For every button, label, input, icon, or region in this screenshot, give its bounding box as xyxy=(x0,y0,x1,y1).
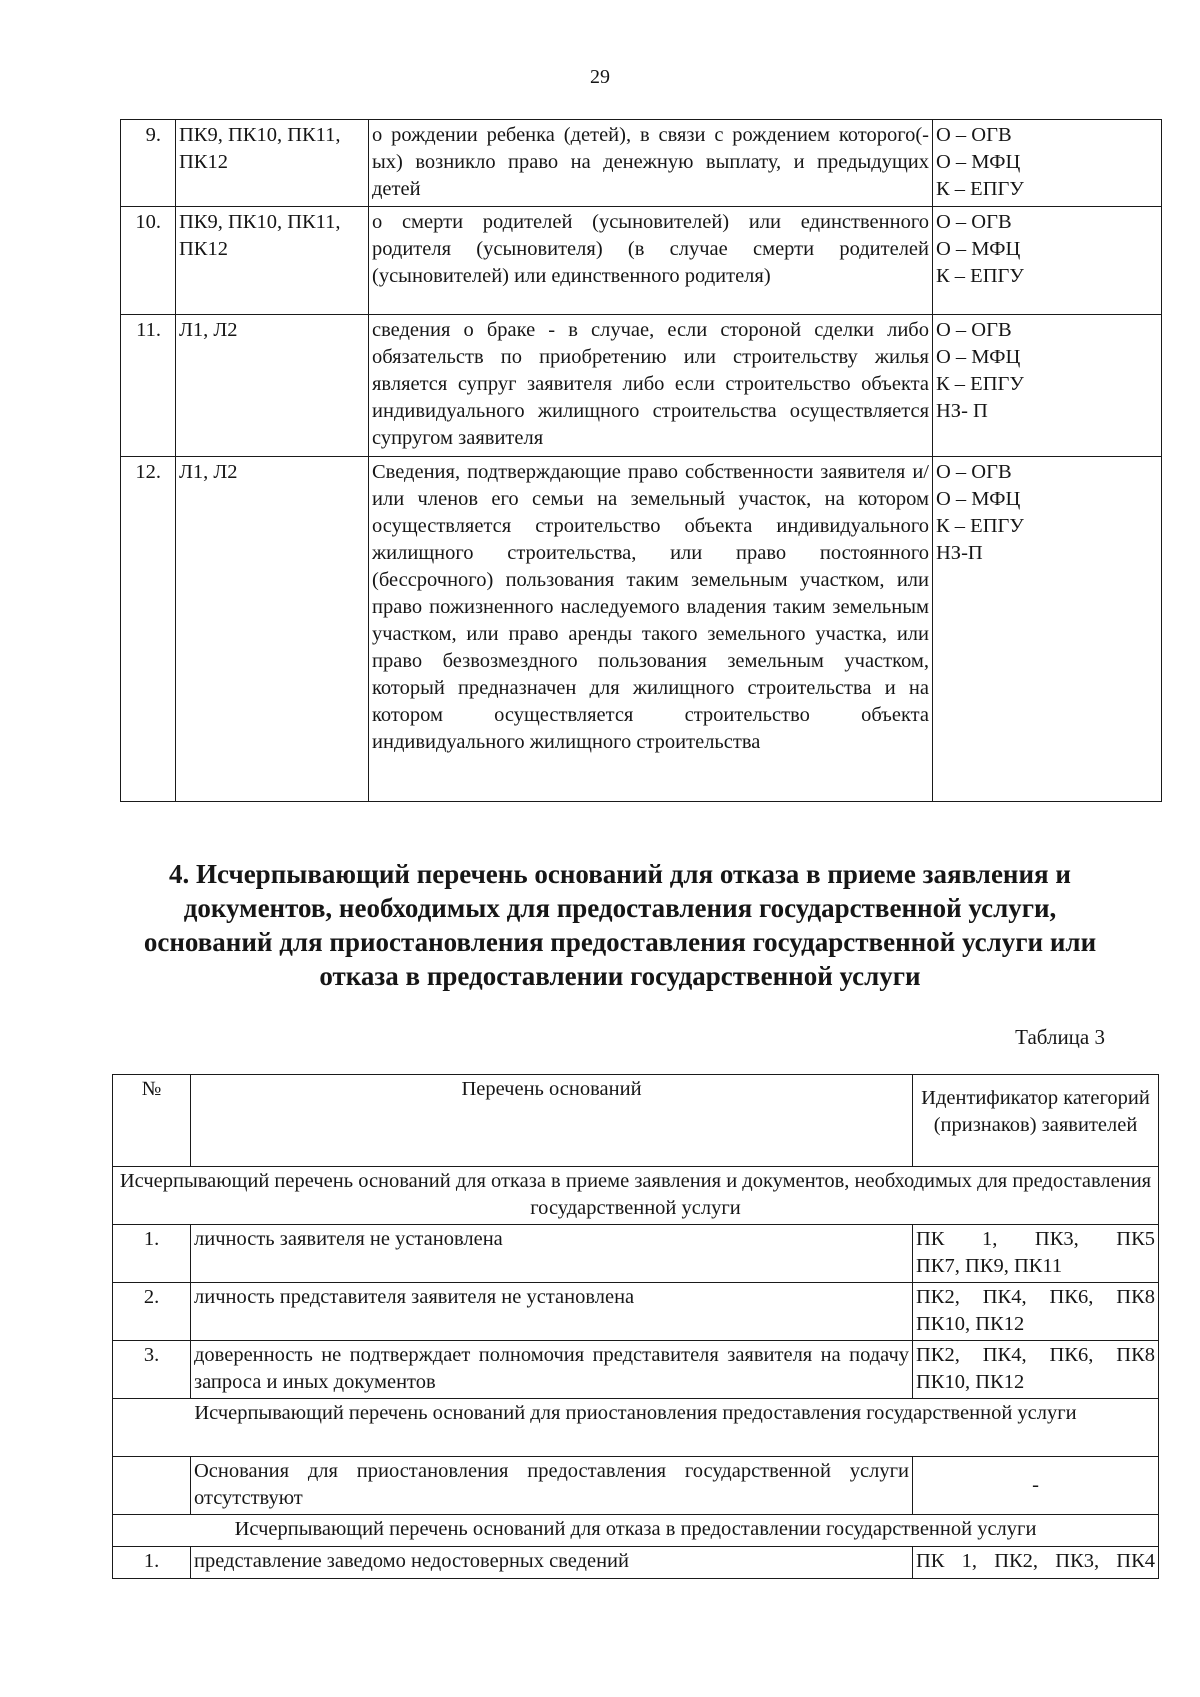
column-header-number: № xyxy=(113,1075,191,1167)
row-number: 3. xyxy=(113,1341,191,1399)
identifier-line: ПК10, ПК12 xyxy=(916,1371,1025,1393)
section-row xyxy=(113,1515,1159,1547)
identifier-line: ПК2, ПК4, ПК6, ПК8 xyxy=(916,1344,1155,1366)
ground-text: представление заведомо недостоверных сведений xyxy=(191,1547,913,1579)
channel: НЗ-П xyxy=(936,542,983,564)
table-row xyxy=(113,1283,1159,1341)
table-row xyxy=(121,207,1162,315)
section-row xyxy=(113,1399,1159,1457)
channel: О – ОГВ xyxy=(936,124,1012,146)
table-row xyxy=(113,1547,1159,1579)
ground-text: личность заявителя не установлена xyxy=(191,1225,913,1283)
document-description: о рождении ребенка (детей), в связи с рождением которого(-ых) возникло право на денежную выплату, и предыдущих детей xyxy=(369,120,933,207)
column-header-grounds: Перечень оснований xyxy=(191,1075,913,1167)
document-description: Сведения, подтверждающие право собственности заявителя и/или членов его семьи на земельный участок, на котором осуществляется строительство объекта индивидуального жилищного строительства, или право постоянного (бессрочного) пользования таким земельным участком, или право пожизненного наследуемого владения таким земельным участком, или право аренды такого земельного участка, или право безвозмездного пользования земельным участком, который предназначен для жилищного строительства и на котором осуществляется строительство объекта индивидуального жилищного строительства xyxy=(369,457,933,802)
section-title: Исчерпывающий перечень оснований для отказа в предоставлении государственной услуги xyxy=(113,1515,1159,1547)
channel: К – ЕПГУ xyxy=(936,265,1024,287)
category-codes: ПК9, ПК10, ПК11, ПК12 xyxy=(176,207,369,315)
channel: О – ОГВ xyxy=(936,319,1012,341)
category-identifiers xyxy=(913,1341,1159,1399)
channel: О – ОГВ xyxy=(936,461,1012,483)
delivery-channels xyxy=(933,457,1162,802)
row-number: 11. xyxy=(121,315,176,457)
category-codes: Л1, Л2 xyxy=(176,457,369,802)
table-row xyxy=(113,1457,1159,1515)
channel: О – МФЦ xyxy=(936,488,1021,510)
delivery-channels xyxy=(933,315,1162,457)
channel: К – ЕПГУ xyxy=(936,373,1024,395)
channel: О – ОГВ xyxy=(936,211,1012,233)
channel: К – ЕПГУ xyxy=(936,515,1024,537)
section-heading: 4. Исчерпывающий перечень оснований для отказа в приеме заявления и документов, необходимых для предоставления государственной услуги, оснований для приостановления предоставления государственной услуги или отказа в предоставлении государственной услуги xyxy=(143,859,1097,991)
channel: НЗ- П xyxy=(936,400,988,422)
table-row xyxy=(121,315,1162,457)
category-codes: ПК9, ПК10, ПК11, ПК12 xyxy=(176,120,369,207)
row-number: 1. xyxy=(113,1547,191,1579)
row-number: 10. xyxy=(121,207,176,315)
grounds-table xyxy=(112,1074,1159,1579)
page-number: 29 xyxy=(590,66,610,88)
ground-text: личность представителя заявителя не установлена xyxy=(191,1283,913,1341)
identifier-line: ПК2, ПК4, ПК6, ПК8 xyxy=(916,1286,1155,1308)
section-title: Исчерпывающий перечень оснований для отказа в приеме заявления и документов, необходимых для предоставления государственной услуги xyxy=(113,1167,1159,1225)
document-description: сведения о браке - в случае, если стороной сделки либо обязательств по приобретению или строительству жилья является супруг заявителя либо если строительство объекта индивидуального жилищного строительства осуществляется супругом заявителя xyxy=(369,315,933,457)
table-row xyxy=(113,1225,1159,1283)
table-row xyxy=(121,120,1162,207)
row-number: 1. xyxy=(113,1225,191,1283)
channel: О – МФЦ xyxy=(936,238,1021,260)
section-title: Исчерпывающий перечень оснований для приостановления предоставления государственной услуги xyxy=(113,1399,1159,1457)
document-description: о смерти родителей (усыновителей) или единственного родителя (усыновителя) (в случае смерти родителей (усыновителей) или единственного родителя) xyxy=(369,207,933,315)
ground-text: Основания для приостановления предоставления государственной услуги отсутствуют xyxy=(191,1457,913,1515)
channel: О – МФЦ xyxy=(936,346,1021,368)
category-identifiers: - xyxy=(913,1457,1159,1515)
identifier-line: ПК7, ПК9, ПК11 xyxy=(916,1255,1063,1277)
category-identifiers: ПК 1, ПК2, ПК3, ПК4 xyxy=(913,1547,1159,1579)
delivery-channels xyxy=(933,207,1162,315)
row-number xyxy=(113,1457,191,1515)
delivery-channels xyxy=(933,120,1162,207)
identifier-line: ПК10, ПК12 xyxy=(916,1313,1025,1335)
table-caption: Таблица 3 xyxy=(1015,1025,1105,1049)
category-identifiers xyxy=(913,1225,1159,1283)
header-row xyxy=(113,1075,1159,1167)
identifier-line: ПК 1, ПК3, ПК5 xyxy=(916,1228,1155,1250)
channel: К – ЕПГУ xyxy=(936,178,1024,200)
table-row xyxy=(113,1341,1159,1399)
row-number: 12. xyxy=(121,457,176,802)
column-header-identifier: Идентификатор категорий (признаков) заявителей xyxy=(913,1075,1159,1167)
table-row xyxy=(121,457,1162,802)
channel: О – МФЦ xyxy=(936,151,1021,173)
row-number: 2. xyxy=(113,1283,191,1341)
section-row xyxy=(113,1167,1159,1225)
documents-table xyxy=(120,119,1162,802)
category-identifiers xyxy=(913,1283,1159,1341)
category-codes: Л1, Л2 xyxy=(176,315,369,457)
row-number: 9. xyxy=(121,120,176,207)
ground-text: доверенность не подтверждает полномочия представителя заявителя на подачу запроса и иных документов xyxy=(191,1341,913,1399)
